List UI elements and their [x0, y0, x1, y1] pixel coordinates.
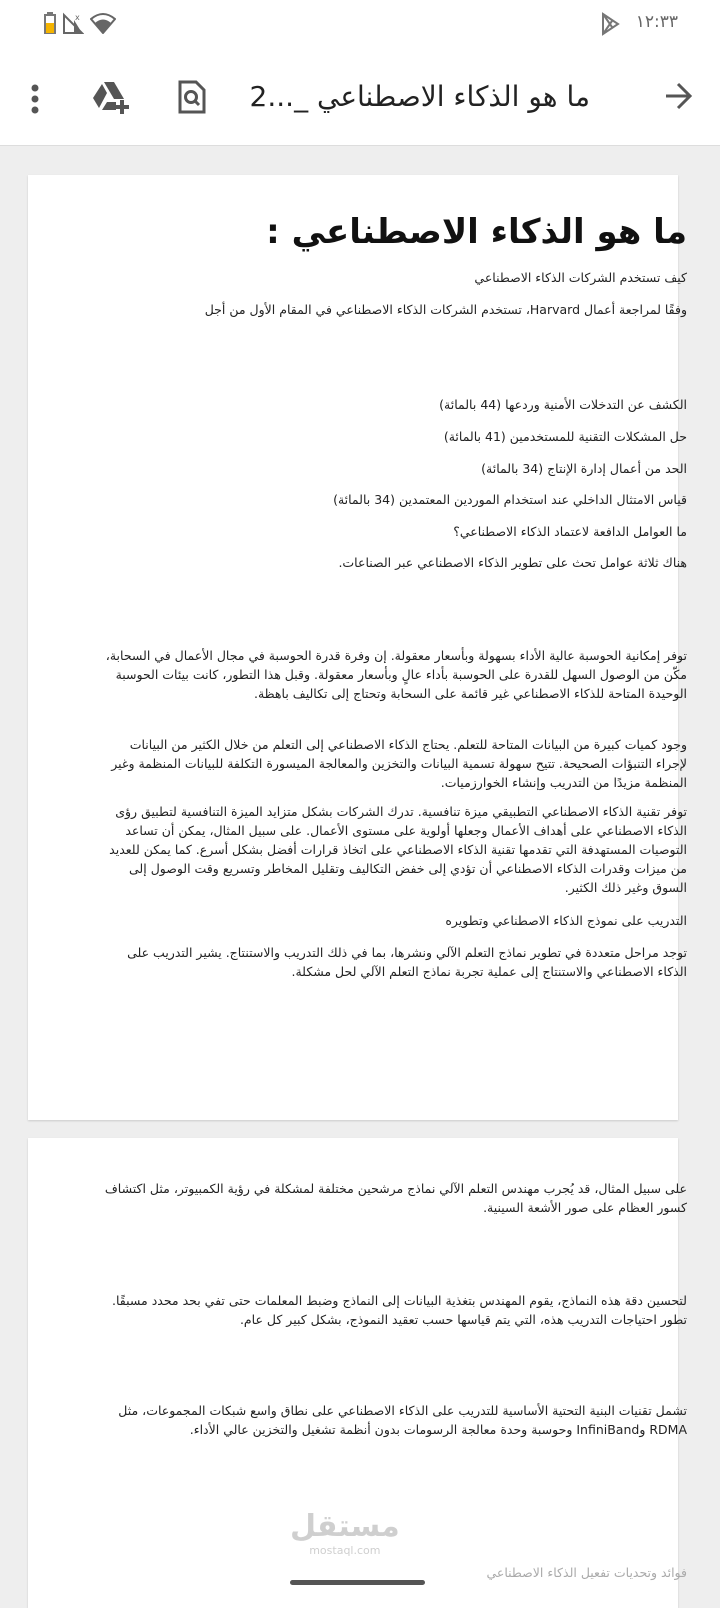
play-protect-icon — [600, 12, 620, 40]
text-line: وفقًا لمراجعة أعمال Harvard، تستخدم الشركات الذكاء الاصطناعي في المقام الأول من أجل — [204, 302, 687, 317]
find-in-document-icon[interactable] — [178, 80, 206, 118]
paragraph: على سبيل المثال، قد يُجرب مهندس التعلم الآلي نماذج مرشحين مختلفة لمشكلة في رؤية الكمبيوتر، مثل اكتشاف كسور العظام على صور الأشعة السينية. — [104, 1181, 687, 1215]
text-line: هناك ثلاثة عوامل تحث على تطوير الذكاء الاصطناعي عبر الصناعات. — [338, 555, 687, 570]
paragraph: وجود كميات كبيرة من البيانات المتاحة للتعلم. يحتاج الذكاء الاصطناعي إلى التعلم من خلال الكثير من البيانات لإجراء التنبؤات الصحيحة. تتيح سهولة تسمية البيانات والتخزين والمعالجة الميسورة التكلفة للبيانات المنظمة وغير المنظمة مزيدًا من التدريب وإنشاء الخوارزميات. — [111, 737, 687, 790]
svg-text:x: x — [75, 13, 80, 22]
add-to-drive-icon[interactable] — [92, 80, 130, 118]
text-line: كيف تستخدم الشركات الذكاء الاصطناعي — [474, 270, 687, 285]
wifi-icon — [90, 12, 116, 38]
app-bar — [0, 50, 720, 146]
more-options-icon[interactable] — [30, 84, 40, 118]
watermark-latin: mostaql.com — [309, 1544, 381, 1557]
status-bar — [0, 0, 720, 50]
no-signal-icon — [62, 12, 84, 38]
watermark-logo — [290, 1510, 400, 1557]
paragraph: توجد مراحل متعددة في تطوير نماذج التعلم الآلي ونشرها، بما في ذلك التدريب والاستنتاج. يشير التدريب على الذكاء الاصطناعي والاستنتاج إلى عملية تجربة نماذج التعلم الآلي لحل مشكلة. — [127, 945, 687, 979]
back-arrow-icon[interactable] — [662, 80, 694, 116]
document-heading: ما هو الذكاء الاصطناعي : — [266, 212, 687, 252]
paragraph: توفر إمكانية الحوسبة عالية الأداء بسهولة وبأسعار معقولة. إن وفرة قدرة الحوسبة في مجال الأعمال في السحابة، مكّن من الوصول السهل للقدرة على الحوسبة بأداء عالٍ وبأسعار معقولة. وقبل هذا التطور، كانت بيئات الحوسبة الوحيدة المتاحة للذكاء الاصطناعي غير قائمة على السحابة وتحتاج إلى تكاليف باهظة. — [105, 648, 687, 701]
paragraph: لتحسين دقة هذه النماذج، يقوم المهندس بتغذية البيانات إلى النماذج وضبط المعلمات حتى تفي بحد محدد مسبقًا. تطور احتياجات التدريب هذه، التي يتم قياسها حسب تعقيد النموذج، بشكل كبير كل عام. — [112, 1293, 687, 1327]
text-line: قياس الامتثال الداخلي عند استخدام الموردين المعتمدين (34 بالمائة) — [333, 492, 687, 507]
gesture-nav-handle[interactable] — [290, 1580, 425, 1585]
text-line: الحد من أعمال إدارة الإنتاج (34 بالمائة) — [481, 461, 687, 476]
document-title: ما هو الذكاء الاصطناعي _...2 — [249, 80, 590, 113]
battery-icon — [44, 12, 56, 38]
paragraph: تشمل تقنيات البنية التحتية الأساسية للتدريب على الذكاء الاصطناعي على نطاق واسع شبكات المجموعات، مثل RDMA وInfiniBand وحوسبة وحدة معالجة الرسومات بدون أنظمة تشغيل والتخزين عالي الأداء. — [118, 1403, 687, 1437]
text-line: حل المشكلات التقنية للمستخدمين (41 بالمائة) — [443, 429, 687, 444]
text-line: ما العوامل الدافعة لاعتماد الذكاء الاصطناعي؟ — [453, 524, 687, 539]
subheading: التدريب على نموذج الذكاء الاصطناعي وتطويره — [445, 913, 687, 928]
paragraph: توفر تقنية الذكاء الاصطناعي التطبيقي ميزة تنافسية. تدرك الشركات بشكل متزايد الميزة التنافسية لتطبيق رؤى الذكاء الاصطناعي على أهداف الأعمال وجعلها أولوية على مستوى الأعمال. على سبيل المثال، يمكن أن تساعد التوصيات المستهدفة التي تقدمها تقنية الذكاء الاصطناعي على اتخاذ قرارات أفضل بشكل أسرع. كما يمكن للعديد من ميزات وقدرات الذكاء الاصطناعي أن تؤدي إلى خفض التكاليف وتقليل المخاطر وتسريع وقت الوصول إلى السوق وغير ذلك الكثير. — [109, 804, 687, 895]
clock: ١٢:٣٣ — [635, 12, 678, 32]
next-section-heading: فوائد وتحديات تفعيل الذكاء الاصطناعي — [486, 1565, 687, 1580]
text-line: الكشف عن التدخلات الأمنية وردعها (44 بالمائة) — [439, 397, 687, 412]
watermark-arabic: مستقل — [290, 1509, 400, 1544]
